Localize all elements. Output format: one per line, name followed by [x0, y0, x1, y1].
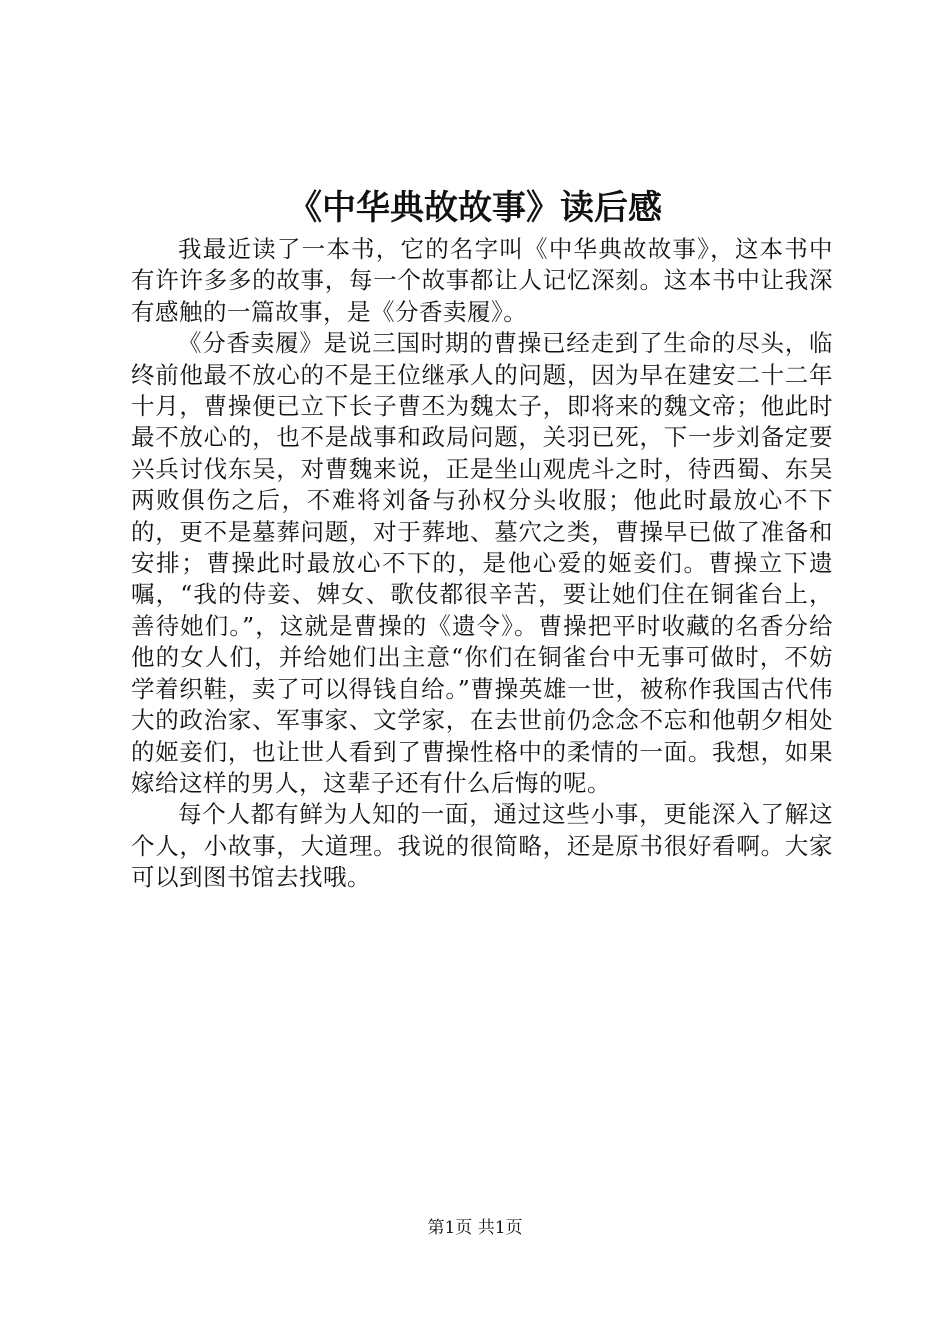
- paragraph-1: 我最近读了一本书，它的名字叫《中华典故故事》，这本书中有许许多多的故事，每一个故事都让人记忆深刻。这本书中让我深有感触的一篇故事，是《分香卖履》。: [131, 235, 833, 326]
- paragraph-3: 每个人都有鲜为人知的一面，通过这些小事，更能深入了解这个人，小故事，大道理。我说的很简略，还是原书很好看啊。大家可以到图书馆去找哦。: [131, 800, 833, 892]
- page-number-footer: 第1页 共1页: [427, 1218, 523, 1238]
- paragraph-2: 《分香卖履》是说三国时期的曹操已经走到了生命的尽头，临终前他最不放心的不是王位继承人的问题，因为早在建安二十二年十月，曹操便已立下长子曹丕为魏太子，即将来的魏文帝；他此时最不放心的，也不是战事和政局问题，关羽已死，下一步刘备定要兴兵讨伐东吴，对曹魏来说，正是坐山观虎斗之时，待西蜀、东吴两败俱伤之后，不难将刘备与孙权分头收服；他此时最放心不下的，更不是墓葬问题，对于葬地、墓穴之类，曹操早已做了准备和安排；曹操此时最放心不下的，是他心爱的姬妾们。曹操立下遗嘱，“我的侍妾、婢女、歌伎都很辛苦，要让她们住在铜雀台上，善待她们。”，这就是曹操的《遗令》。曹操把平时收藏的名香分给他的女人们，并给她们出主意“你们在铜雀台中无事可做时，不妨学着织鞋，卖了可以得钱自给。”曹操英雄一世，被称作我国古代伟大的政治家、军事家、文学家，在去世前仍念念不忘和他朝夕相处的姬妾们，也让世人看到了曹操性格中的柔情的一面。我想，如果嫁给这样的男人，这辈子还有什么后悔的呢。: [131, 329, 833, 797]
- document-title: 《中华典故故事》读后感: [288, 188, 662, 228]
- document-body: [131, 234, 833, 894]
